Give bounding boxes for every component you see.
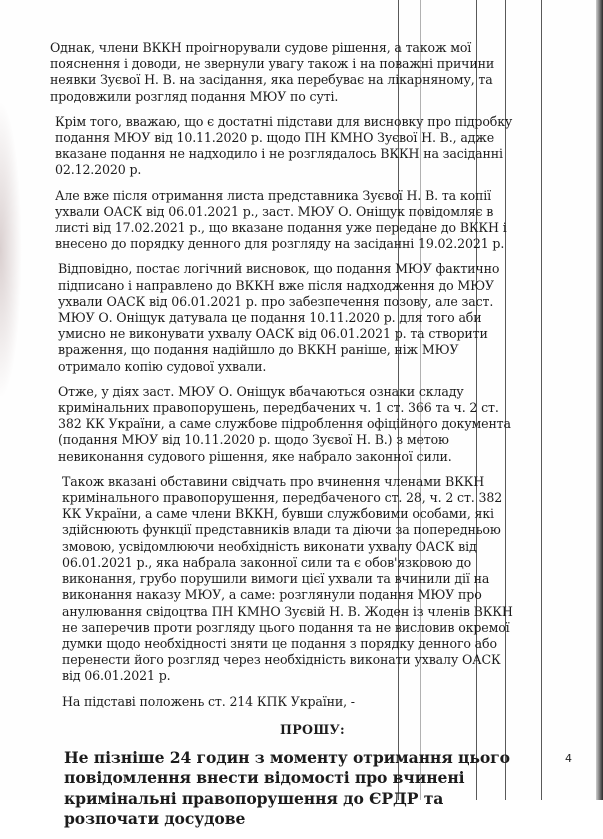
scan-edge — [596, 0, 603, 800]
paragraph: Також вказані обставини свідчать про вчинення членами ВККН кримінального правопорушення, передбаченого ст. 28, ч. 2 ст. 382 КК України, а саме члени ВККН, бувши службовими особами, які здійснюють функції представників влади та діючи за попередньою змовою, усвідомлюючи необхідність виконати ухвалу ОАСК від 06.01.2021 р., яка набрала законної сили та є обов'язковою до виконання, грубо порушили вимоги цієї ухвали та вчинили дії на виконання наказу МЮУ, а саме: розглянули подання МЮУ про анулювання свідоцтва ПН КМНО Зуєвій Н. В. Жоден із членів ВККН не заперечив проти розгляду цього подання та не висловив окремої думки щодо необхідності зняти це подання з порядку денного або перенести його розгляд через необхідність виконати ухвалу ОАСК від 06.01.2021 р. — [62, 473, 513, 684]
page-number: 4 — [565, 752, 572, 765]
paragraph: Отже, у діях заст. МЮУ О. Оніщук вбачаються ознаки складу кримінальних правопорушень, передбачених ч. 1 ст. 366 та ч. 2 ст. 382 КК України, а саме службове підроблення офіційного документа (подання МЮУ від 10.11.2020 р. щодо Зуєвої Н. В.) з метою невиконання судового рішення, яке набрало законної сили. — [58, 383, 511, 464]
document-body — [50, 40, 515, 839]
scan-line — [541, 0, 542, 800]
paragraph: Але вже після отримання листа представника Зуєвої Н. В. та копії ухвали ОАСК від 06.01.2021 р., заст. МЮУ О. Оніщук повідомляє в листі від 17.02.2021 р., що вказане подання уже передане до ВККН і внесено до порядку денного для розгляду на засіданні 19.02.2021 р. — [55, 187, 507, 252]
paragraph: На підставі положень ст. 214 КПК України, - — [62, 693, 355, 709]
request-text: Не пізніше 24 годин з моменту отримання цього повідомлення внести відомості про вчинені кримінальні правопорушення до ЄРДР та розпочати досудове — [64, 747, 510, 829]
paragraph: Крім того, вважаю, що є достатні підстави для висновку про підробку подання МЮУ від 10.11.2020 р. щодо ПН КМНО Зуєвої Н. В., адже вказане подання не надходило і не розглядалось ВККН на засіданні 02.12.2020 р. — [55, 113, 513, 178]
paragraph: Відповідно, постає логічний висновок, що подання МЮУ фактично підписано і направлено до ВККН вже після надходження до МЮУ ухвали ОАСК від 06.01.2021 р. про забезпечення позову, але заст. МЮУ О. Оніщук датувала це подання 10.11.2020 р. для того аби умисно не виконувати ухвалу ОАСК від 06.01.2021 р. та створити враження, що подання надійшло до ВККН раніше, ніж МЮУ отримало копію судової ухвали. — [58, 261, 500, 374]
paragraph: Однак, члени ВККН проігнорували судове рішення, а також мої пояснення і доводи, не звернули увагу також і на поважні причини неявки Зуєвої Н. В. на засідання, яка перебуває на лікарняному, та продовжили розгляд подання МЮУ по суті. — [50, 40, 495, 104]
section-heading: ПРОШУ: — [280, 721, 345, 737]
scan-shadow — [0, 100, 22, 400]
